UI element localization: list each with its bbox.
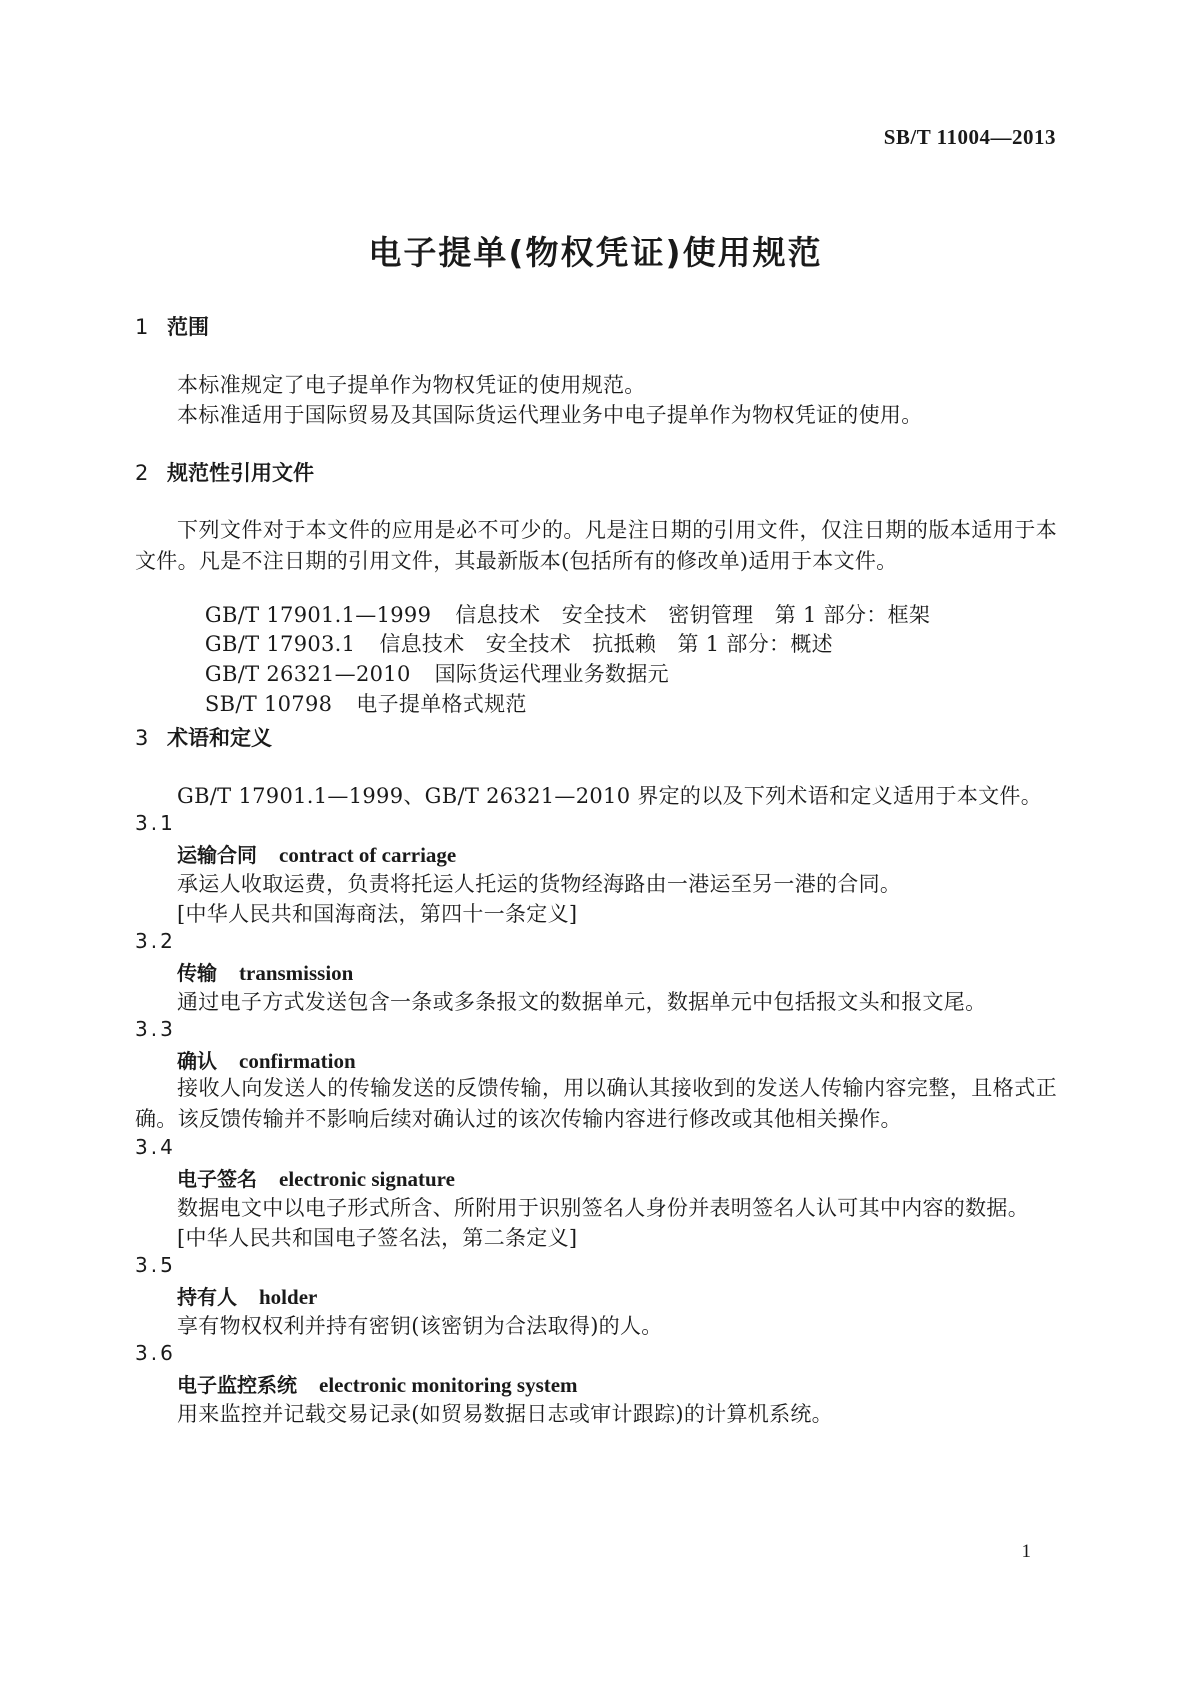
- reference-code: GB/T 26321—2010: [204, 662, 411, 686]
- term-number: 3.4: [135, 1135, 176, 1159]
- term-english: transmission: [239, 961, 354, 985]
- term-chinese: 传输: [177, 961, 217, 985]
- term-heading: [177, 957, 353, 986]
- term-heading: [177, 839, 456, 868]
- section-heading-scope: [135, 311, 209, 341]
- term-heading: [177, 1163, 455, 1192]
- term-number: 3.1: [135, 811, 176, 835]
- reference-title: 信息技术 安全技术 抗抵赖 第 1 部分：概述: [379, 632, 833, 656]
- term-chinese: 电子监控系统: [177, 1373, 297, 1397]
- reference-code: SB/T 10798: [204, 692, 333, 716]
- section-number: 3: [135, 726, 149, 750]
- section-number: 1: [135, 315, 149, 339]
- section-title: 术语和定义: [167, 726, 272, 750]
- term-heading: [177, 1281, 317, 1310]
- term-number: 3.6: [135, 1341, 176, 1365]
- term-chinese: 电子签名: [177, 1167, 257, 1191]
- paragraph-line: 本标准规定了电子提单作为物权凭证的使用规范。: [177, 373, 646, 397]
- section-heading-terms-definitions: [135, 722, 272, 752]
- term-english: contract of carriage: [279, 843, 457, 867]
- term-english: holder: [259, 1285, 318, 1309]
- document-title: 电子提单(物权凭证)使用规范: [368, 233, 823, 272]
- term-definition: 数据电文中以电子形式所含、所附用于识别签名人身份并表明签名人认可其中内容的数据。: [177, 1196, 1029, 1220]
- section-title: 规范性引用文件: [167, 461, 314, 485]
- reference-title: 国际货运代理业务数据元: [434, 662, 669, 686]
- section-number: 2: [135, 461, 149, 485]
- section-title: 范围: [167, 315, 209, 339]
- term-number: 3.5: [135, 1253, 176, 1277]
- normative-references-intro: 下列文件对于本文件的应用是必不可少的。凡是注日期的引用文件，仅注日期的版本适用于本文件。凡是不注日期的引用文件，其最新版本(包括所有的修改单)适用于本文件。: [135, 518, 1057, 573]
- term-definition: 享有物权权利并持有密钥(该密钥为合法取得)的人。: [177, 1314, 663, 1338]
- reference-title: 信息技术 安全技术 密钥管理 第 1 部分：框架: [455, 603, 931, 627]
- paragraph-line: 本标准适用于国际贸易及其国际货运代理业务中电子提单作为物权凭证的使用。: [177, 403, 923, 427]
- term-chinese: 运输合同: [177, 843, 257, 867]
- reference-code: GB/T 17903.1: [204, 632, 356, 656]
- term-english: confirmation: [239, 1049, 356, 1073]
- term-english: electronic monitoring system: [319, 1373, 578, 1397]
- term-definition: 承运人收取运费，负责将托运人托运的货物经海路由一港运至另一港的合同。: [177, 872, 902, 896]
- term-heading: [177, 1369, 578, 1398]
- term-definition: 接收人向发送人的传输发送的反馈传输，用以确认其接收到的发送人传输内容完整，且格式正确。该反馈传输并不影响后续对确认过的该次传输内容进行修改或其他相关操作。: [135, 1076, 1057, 1131]
- term-number: 3.2: [135, 929, 176, 953]
- reference-title: 电子提单格式规范: [356, 692, 527, 716]
- term-english: electronic signature: [279, 1167, 455, 1191]
- term-chinese: 持有人: [177, 1285, 237, 1309]
- section-heading-normative-references: [135, 457, 314, 487]
- term-chinese: 确认: [177, 1049, 217, 1073]
- reference-code: GB/T 17901.1—1999: [204, 603, 432, 627]
- term-source: [中华人民共和国电子签名法，第二条定义]: [177, 1226, 578, 1250]
- terms-intro: GB/T 17901.1—1999、GB/T 26321—2010 界定的以及下列术语和定义适用于本文件。: [177, 784, 1043, 808]
- standard-code: SB/T 11004—2013: [883, 125, 1056, 149]
- page-number: 1: [1021, 1541, 1031, 1562]
- term-source: [中华人民共和国海商法，第四十一条定义]: [177, 902, 578, 926]
- term-definition: 通过电子方式发送包含一条或多条报文的数据单元，数据单元中包括报文头和报文尾。: [177, 990, 987, 1014]
- term-definition: 用来监控并记载交易记录(如贸易数据日志或审计跟踪)的计算机系统。: [177, 1402, 833, 1426]
- term-heading: [177, 1045, 356, 1074]
- term-number: 3.3: [135, 1017, 176, 1041]
